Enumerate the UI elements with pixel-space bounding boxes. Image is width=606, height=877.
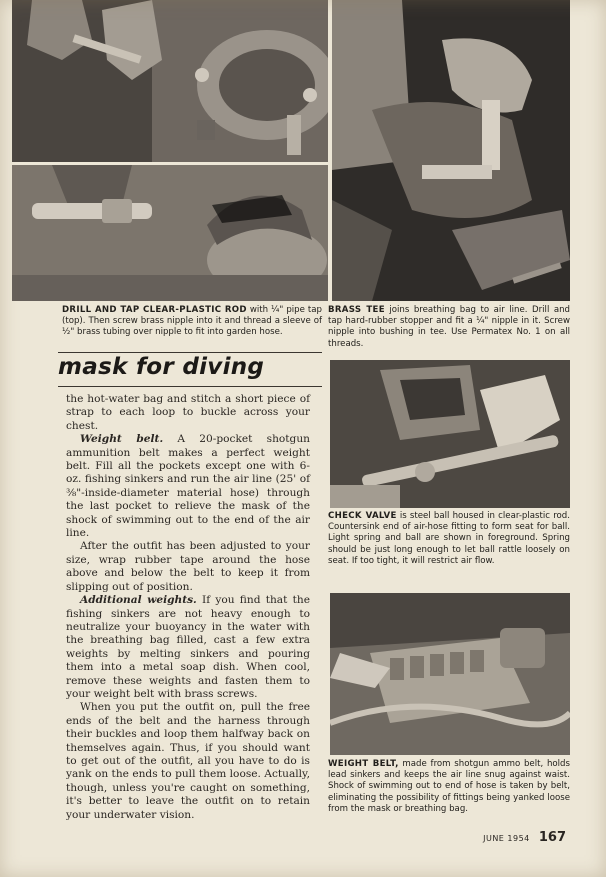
caption-text: made from shotgun ammo belt, holds lead sinkers and keeps the air line snug against waist. Shock of swimming out to end of hose is taken by belt, eliminating the possibility of fittings being yanked loose from the mask or breathing bag. (328, 759, 570, 814)
photo-check-valve (330, 360, 570, 508)
caption-check-valve (328, 511, 570, 567)
article-body (66, 393, 310, 822)
headline-rule-top (58, 352, 322, 353)
page-number: 167 (538, 830, 566, 845)
caption-text: with ¼" pipe tap (top). Then screw brass nipple into it and thread a sleeve of ½" brass tubing over nipple to fit into garden hose. (62, 305, 322, 338)
paragraph-text: A 20-pocket shotgun ammunition belt makes a perfect weight belt. Fill all the pockets except one with 6-oz. fishing sinkers and run the air line (25' of ⅜"-inside-diameter material hose) through the last pocket to relieve the mask of the shock of swimming out to the end of the air line. (66, 433, 310, 540)
paragraph-text: If you find that the fishing sinkers are not heavy enough to neutralize your buoyancy in the water with the breathing bag filled, cast a few extra weights by melting sinkers and pouring them into a metal soap dish. When cool, remove these weights and fasten them to your weight belt with brass screws. (66, 594, 310, 700)
article-paragraph: When you put the outfit on, pull the free ends of the belt and the harness through their buckles and loop them halfway back on themselves again. Thus, if you should want to get out of the outfit, all you have to do is yank on the ends to pull them loose. Actually, though, unless you're caught on something, it's better to leave the outfit on to retain your underwater vision. (66, 701, 310, 821)
photo-mask-strap (12, 165, 328, 301)
section-lead: Additional weights. (80, 594, 197, 607)
photo-drill-mask (12, 0, 328, 162)
caption-drill (62, 305, 322, 339)
page-footer (483, 826, 566, 845)
caption-lead: CHECK VALVE (328, 511, 397, 521)
article-paragraph: After the outfit has been adjusted to your size, wrap rubber tape around the hose above and below the belt to keep it from slipping out of position. (66, 540, 310, 593)
caption-text: is steel ball housed in clear-plastic rod. Countersink end of air-hose fitting to form seat for ball. Light spring and ball are shown in foreground. Spring should be just long enough to let ball rattle loosely on seat. If too tight, it will restrict air flow. (328, 511, 570, 566)
caption-lead: BRASS TEE (328, 305, 385, 315)
photo-weight-belt (330, 593, 570, 755)
caption-lead: WEIGHT BELT, (328, 759, 399, 769)
article-paragraph: the hot-water bag and stitch a short piece of strap to each loop to buckle across your chest. (66, 393, 310, 432)
issue-date: JUNE 1954 (483, 834, 530, 843)
caption-lead: DRILL AND TAP CLEAR-PLASTIC ROD (62, 305, 247, 315)
section-lead: Weight belt. (80, 433, 164, 446)
caption-weight-belt (328, 759, 570, 815)
page-title: mask for diving (58, 354, 265, 380)
article-paragraph (66, 433, 310, 540)
caption-text: joins breathing bag to air line. Drill and tap hard-rubber stopper and fit a ¼" nipple in it. Screw nipple into bushing in tee. Use Permatex No. 1 on all threads. (328, 305, 570, 349)
photo-brass-tee (332, 0, 570, 301)
article-paragraph (66, 594, 310, 701)
headline-rule-bottom (58, 386, 322, 387)
caption-brass-tee (328, 305, 570, 350)
